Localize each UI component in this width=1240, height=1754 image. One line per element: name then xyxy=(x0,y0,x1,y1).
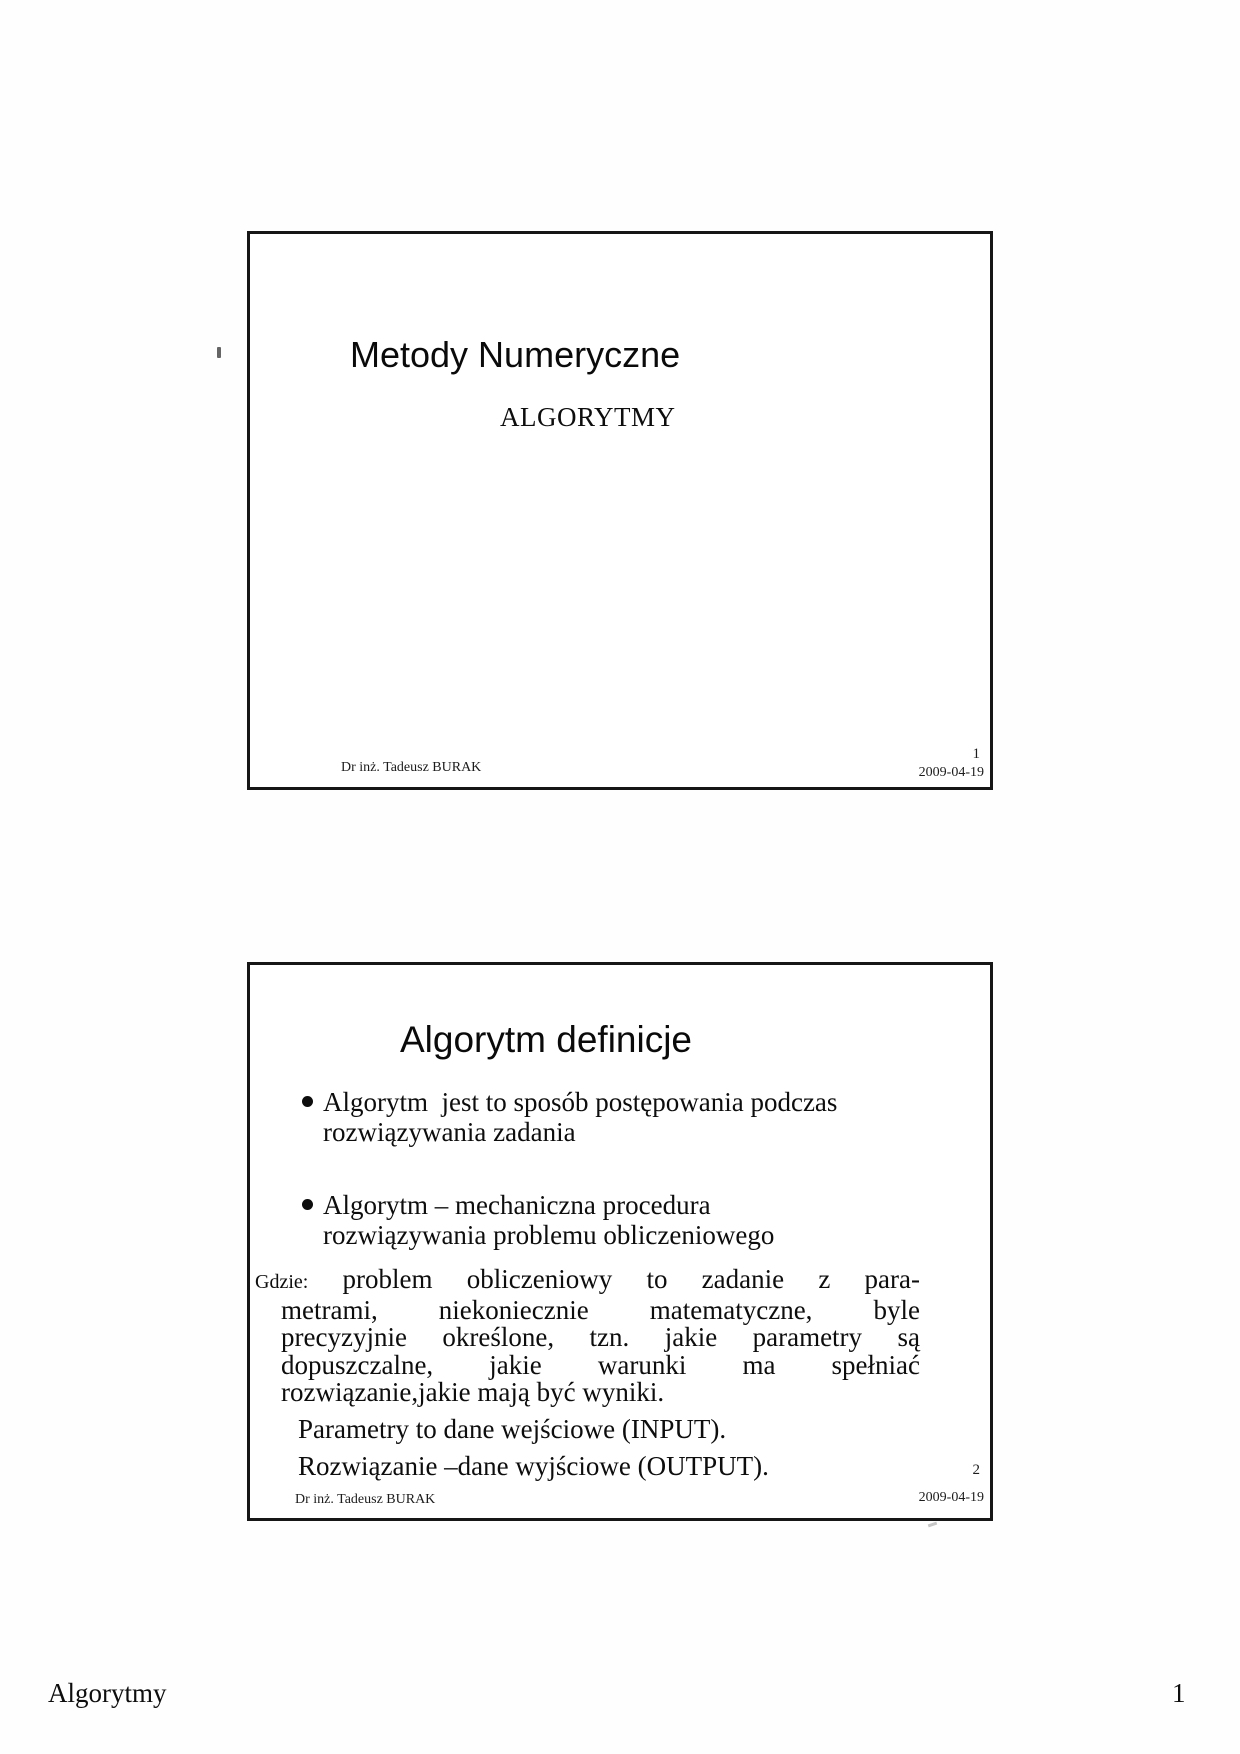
text-line: Rozwiązanie –dane wyjściowe (OUTPUT). xyxy=(298,1451,769,1481)
bullet-item xyxy=(302,1190,962,1250)
bullet-text xyxy=(323,1190,962,1250)
text-line: precyzyjnie określone, tzn. jakie parametry są xyxy=(281,1322,920,1352)
text-line: rozwiązywania zadania xyxy=(323,1117,576,1147)
slide-1-subtitle: ALGORYTMY xyxy=(500,402,676,432)
text-line: dopuszczalne, jakie warunki ma spełniać xyxy=(281,1349,920,1380)
scan-artifact xyxy=(928,1522,937,1528)
text-line: rozwiązywania problemu obliczeniowego xyxy=(323,1220,775,1250)
scan-artifact xyxy=(217,347,221,358)
text-line: rozwiązanie,jakie mają być wyniki. xyxy=(281,1377,665,1407)
slide-1-date: 2009-04-19 xyxy=(918,765,984,780)
bullet-text xyxy=(323,1087,962,1147)
slide-1 xyxy=(247,231,993,790)
bullet-icon xyxy=(302,1096,313,1107)
text-line: metrami, niekoniecznie matematyczne, byle xyxy=(281,1294,920,1325)
slide-1-footer-author: Dr inż. Tadeusz BURAK xyxy=(341,760,482,775)
bullet-icon xyxy=(302,1199,313,1210)
bullet-item xyxy=(302,1087,962,1147)
slide-2-page-number: 2 xyxy=(972,1462,980,1478)
slide-1-page-number: 1 xyxy=(972,746,980,762)
slide-2-title: Algorytm definicje xyxy=(400,1019,693,1060)
text-line: Algorytm jest to sposób postępowania podczas xyxy=(323,1087,838,1117)
definition-paragraph xyxy=(255,1266,920,1407)
gdzie-label: Gdzie: xyxy=(255,1271,309,1293)
slide-2-date: 2009-04-19 xyxy=(918,1490,984,1505)
text-line: Parametry to dane wejściowe (INPUT). xyxy=(298,1414,727,1444)
text-line: Algorytm – mechaniczna procedura xyxy=(323,1190,711,1220)
page-footer-page-number: 1 xyxy=(1172,1678,1186,1708)
slide-1-title: Metody Numeryczne xyxy=(350,334,681,375)
bullet-list xyxy=(302,1087,962,1250)
io-statements xyxy=(298,1411,769,1485)
page-footer-title: Algorytmy xyxy=(48,1678,167,1708)
definition-first-line xyxy=(255,1266,920,1297)
definition-first-line-text: problem obliczeniowy to zadanie z para- xyxy=(342,1264,920,1294)
slide-2-footer-author: Dr inż. Tadeusz BURAK xyxy=(295,1492,436,1507)
definition-lines xyxy=(255,1294,920,1407)
slide-2 xyxy=(247,962,993,1521)
